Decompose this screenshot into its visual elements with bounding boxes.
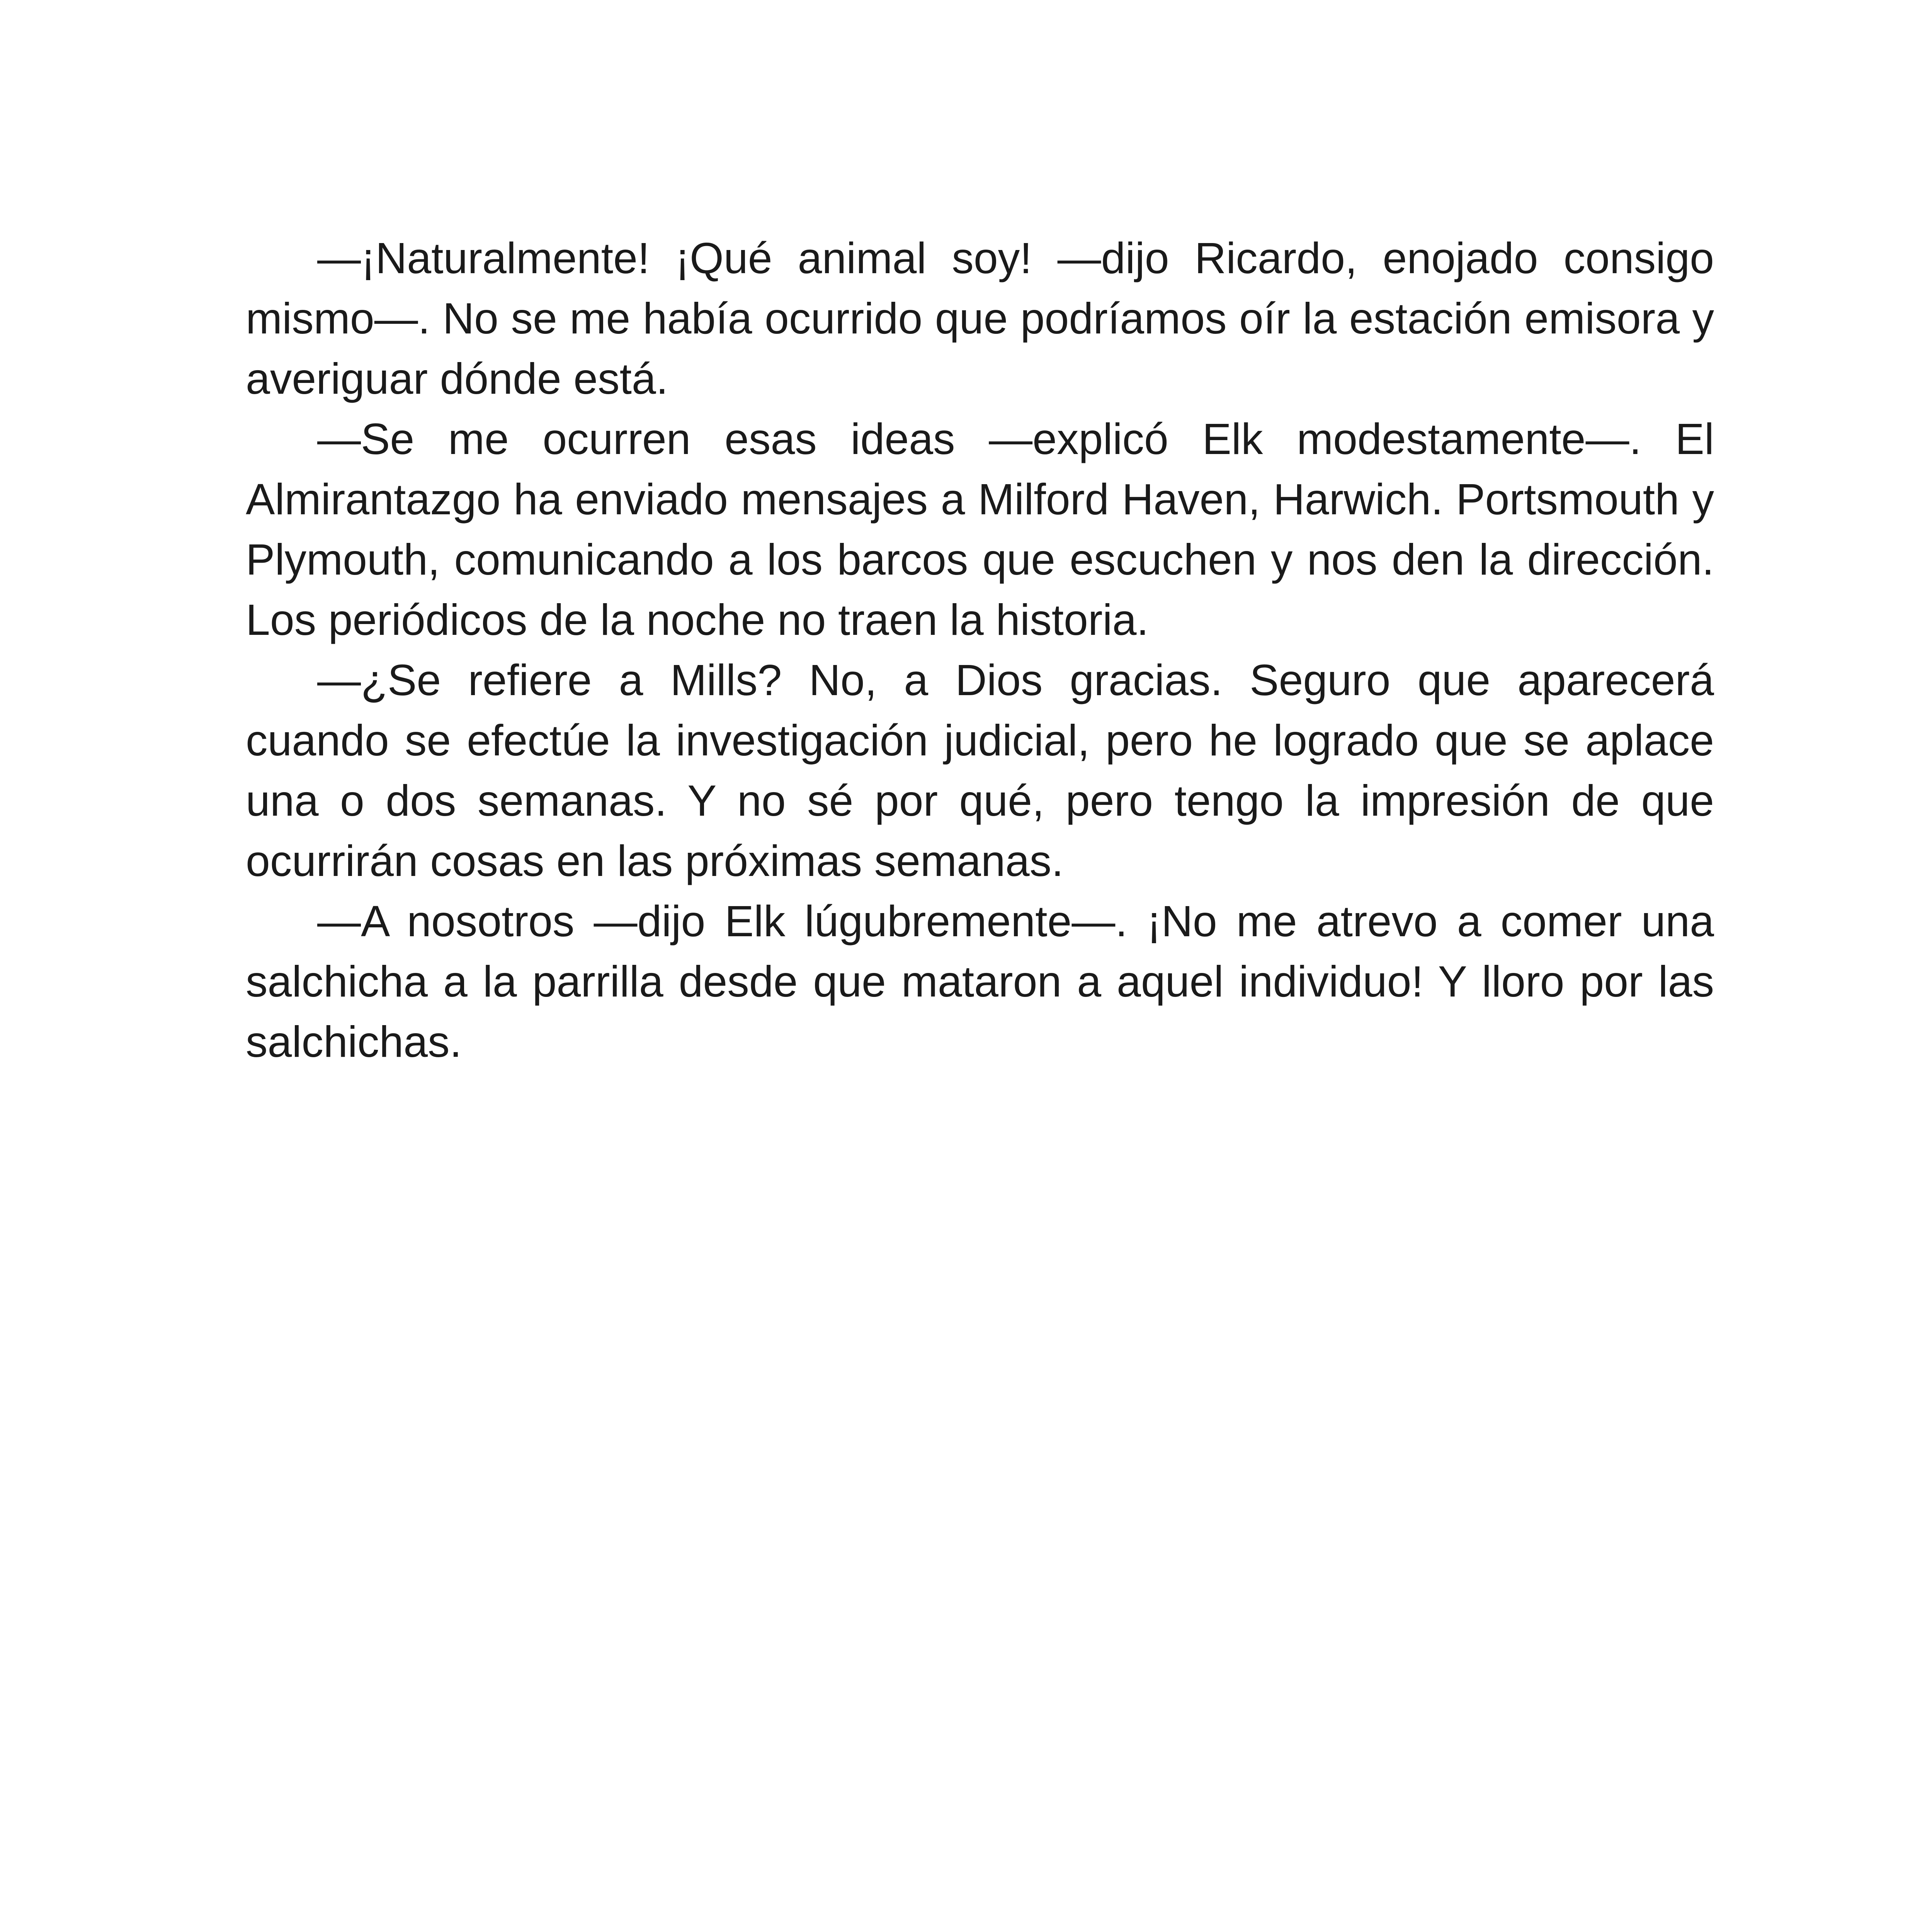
paragraph: —Se me ocurren esas ideas —explicó Elk modestamente—. El Almirantazgo ha enviado mensajes a Milford Haven, Harwich. Portsmouth y Plymouth, comunicando a los barcos que escuchen y nos den la dirección. Los periódicos de la noche no traen la historia. — [246, 415, 1714, 644]
paragraph: —¡Naturalmente! ¡Qué animal soy! —dijo Ricardo, enojado consigo mismo—. No se me había ocurrido que podríamos oír la estación emisora y averiguar dónde está. — [246, 234, 1714, 403]
paragraph: —A nosotros —dijo Elk lúgubremente—. ¡No me atrevo a comer una salchicha a la parrilla desde que mataron a aquel individuo! Y lloro por las salchichas. — [246, 897, 1714, 1066]
body-text — [246, 228, 1714, 1072]
paragraph: —¿Se refiere a Mills? No, a Dios gracias. Seguro que aparecerá cuando se efectúe la investigación judicial, pero he logrado que se aplace una o dos semanas. Y no sé por qué, pero tengo la impresión de que ocurrirán cosas en las próximas semanas. — [246, 656, 1714, 885]
